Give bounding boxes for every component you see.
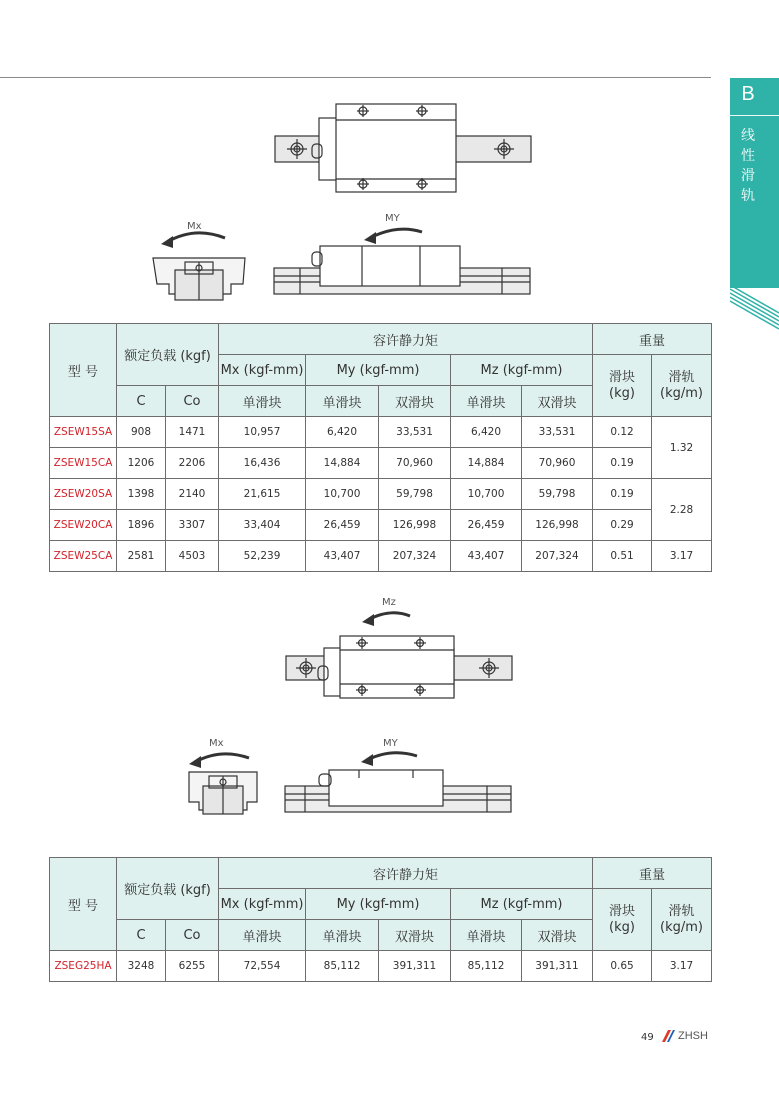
my-double-cell: 33,531	[379, 417, 451, 448]
mz-single-cell: 85,112	[451, 951, 522, 982]
table-row	[50, 510, 712, 541]
header-static-moment: 容许静力矩	[219, 324, 593, 355]
header-my-double: 双滑块	[379, 920, 451, 951]
header-rule	[0, 77, 711, 78]
c-cell: 1896	[117, 510, 166, 541]
mx-cell: 16,436	[219, 448, 306, 479]
table-row	[50, 417, 712, 448]
section-divider	[730, 115, 779, 116]
table-row	[50, 951, 712, 982]
header-mz-double: 双滑块	[522, 920, 593, 951]
header-rail-weight: 滑轨 (kg/m)	[652, 355, 712, 417]
brand-logo	[661, 1029, 708, 1043]
header-weight: 重量	[593, 858, 712, 889]
c-cell: 1398	[117, 479, 166, 510]
table-row	[50, 541, 712, 572]
header-model: 型 号	[50, 858, 117, 951]
section-title	[730, 126, 766, 206]
decorative-stripes	[730, 285, 779, 330]
my-single-cell: 14,884	[306, 448, 379, 479]
header-rail-weight: 滑轨 (kg/m)	[652, 889, 712, 951]
section-letter: B	[741, 83, 755, 105]
model-cell: ZSEW15CA	[50, 448, 117, 479]
mz-single-cell: 6,420	[451, 417, 522, 448]
my-double-cell: 207,324	[379, 541, 451, 572]
header-mx-single: 单滑块	[219, 386, 306, 417]
block-weight-cell: 0.65	[593, 951, 652, 982]
model-cell: ZSEG25HA	[50, 951, 117, 982]
my-single-cell: 43,407	[306, 541, 379, 572]
mz-top-view-2	[284, 594, 514, 706]
mz-double-cell: 207,324	[522, 541, 593, 572]
co-cell: 2140	[166, 479, 219, 510]
mz-double-cell: 126,998	[522, 510, 593, 541]
my-double-cell: 59,798	[379, 479, 451, 510]
mx-cell: 72,554	[219, 951, 306, 982]
co-cell: 6255	[166, 951, 219, 982]
header-co: Co	[166, 386, 219, 417]
header-my-single: 单滑块	[306, 386, 379, 417]
mz-single-cell: 10,700	[451, 479, 522, 510]
header-block-weight: 滑块 (kg)	[593, 889, 652, 951]
mz-double-cell: 391,311	[522, 951, 593, 982]
header-mz-double: 双滑块	[522, 386, 593, 417]
spec-table-2	[49, 857, 712, 982]
mz-label-2: Mz	[382, 597, 396, 608]
header-model: 型 号	[50, 324, 117, 417]
top-view-drawing-1	[272, 100, 534, 196]
header-c: C	[117, 920, 166, 951]
header-mx: Mx (kgf-mm)	[219, 355, 306, 386]
header-co: Co	[166, 920, 219, 951]
header-my: My (kgf-mm)	[306, 355, 451, 386]
mx-label-1: Mx	[187, 221, 202, 232]
section-title-char: 轨	[741, 188, 755, 204]
my-single-cell: 10,700	[306, 479, 379, 510]
my-single-cell: 85,112	[306, 951, 379, 982]
mx-cell: 10,957	[219, 417, 306, 448]
rail-weight-cell: 3.17	[652, 951, 712, 982]
mx-label-2: Mx	[209, 738, 224, 749]
header-mz-single: 单滑块	[451, 386, 522, 417]
mz-double-cell: 59,798	[522, 479, 593, 510]
c-cell: 1206	[117, 448, 166, 479]
header-mx: Mx (kgf-mm)	[219, 889, 306, 920]
mz-single-cell: 26,459	[451, 510, 522, 541]
header-static-moment: 容许静力矩	[219, 858, 593, 889]
mz-single-cell: 14,884	[451, 448, 522, 479]
mx-end-view-1	[145, 214, 255, 304]
mx-cell: 21,615	[219, 479, 306, 510]
my-double-cell: 70,960	[379, 448, 451, 479]
header-my-double: 双滑块	[379, 386, 451, 417]
rail-weight-cell: 3.17	[652, 541, 712, 572]
my-single-cell: 6,420	[306, 417, 379, 448]
co-cell: 1471	[166, 417, 219, 448]
my-double-cell: 391,311	[379, 951, 451, 982]
section-title-char: 性	[741, 148, 755, 164]
table-row	[50, 448, 712, 479]
mz-double-cell: 70,960	[522, 448, 593, 479]
model-cell: ZSEW25CA	[50, 541, 117, 572]
zhsh-logo-icon	[661, 1029, 675, 1043]
co-cell: 4503	[166, 541, 219, 572]
header-rated-load: 额定负载 (kgf)	[117, 858, 219, 920]
header-my: My (kgf-mm)	[306, 889, 451, 920]
mz-double-cell: 33,531	[522, 417, 593, 448]
model-cell: ZSEW20CA	[50, 510, 117, 541]
header-weight: 重量	[593, 324, 712, 355]
header-mz: Mz (kgf-mm)	[451, 889, 593, 920]
section-title-char: 滑	[741, 168, 755, 184]
model-cell: ZSEW15SA	[50, 417, 117, 448]
rail-weight-cell: 1.32	[652, 417, 712, 479]
header-block-weight: 滑块 (kg)	[593, 355, 652, 417]
mx-end-view-2	[183, 732, 263, 818]
header-mz-single: 单滑块	[451, 920, 522, 951]
table-row	[50, 479, 712, 510]
my-side-view-2	[283, 732, 513, 818]
mx-cell: 33,404	[219, 510, 306, 541]
header-mx-single: 单滑块	[219, 920, 306, 951]
co-cell: 2206	[166, 448, 219, 479]
header-c: C	[117, 386, 166, 417]
section-tab	[730, 78, 779, 288]
block-weight-cell: 0.12	[593, 417, 652, 448]
c-cell: 2581	[117, 541, 166, 572]
co-cell: 3307	[166, 510, 219, 541]
c-cell: 3248	[117, 951, 166, 982]
mx-cell: 52,239	[219, 541, 306, 572]
mz-single-cell: 43,407	[451, 541, 522, 572]
block-weight-cell: 0.19	[593, 479, 652, 510]
model-cell: ZSEW20SA	[50, 479, 117, 510]
my-single-cell: 26,459	[306, 510, 379, 541]
header-mz: Mz (kgf-mm)	[451, 355, 593, 386]
block-weight-cell: 0.51	[593, 541, 652, 572]
my-label-1: MY	[385, 213, 400, 224]
section-title-char: 线	[741, 128, 755, 144]
block-weight-cell: 0.19	[593, 448, 652, 479]
page-number: 49	[641, 1032, 654, 1043]
spec-table-1	[49, 323, 712, 572]
my-double-cell: 126,998	[379, 510, 451, 541]
block-weight-cell: 0.29	[593, 510, 652, 541]
my-label-2: MY	[383, 738, 398, 749]
brand-name: ZHSH	[678, 1030, 708, 1042]
rail-weight-cell: 2.28	[652, 479, 712, 541]
my-side-view-1	[272, 210, 532, 300]
header-rated-load: 额定负载 (kgf)	[117, 324, 219, 386]
c-cell: 908	[117, 417, 166, 448]
header-my-single: 单滑块	[306, 920, 379, 951]
